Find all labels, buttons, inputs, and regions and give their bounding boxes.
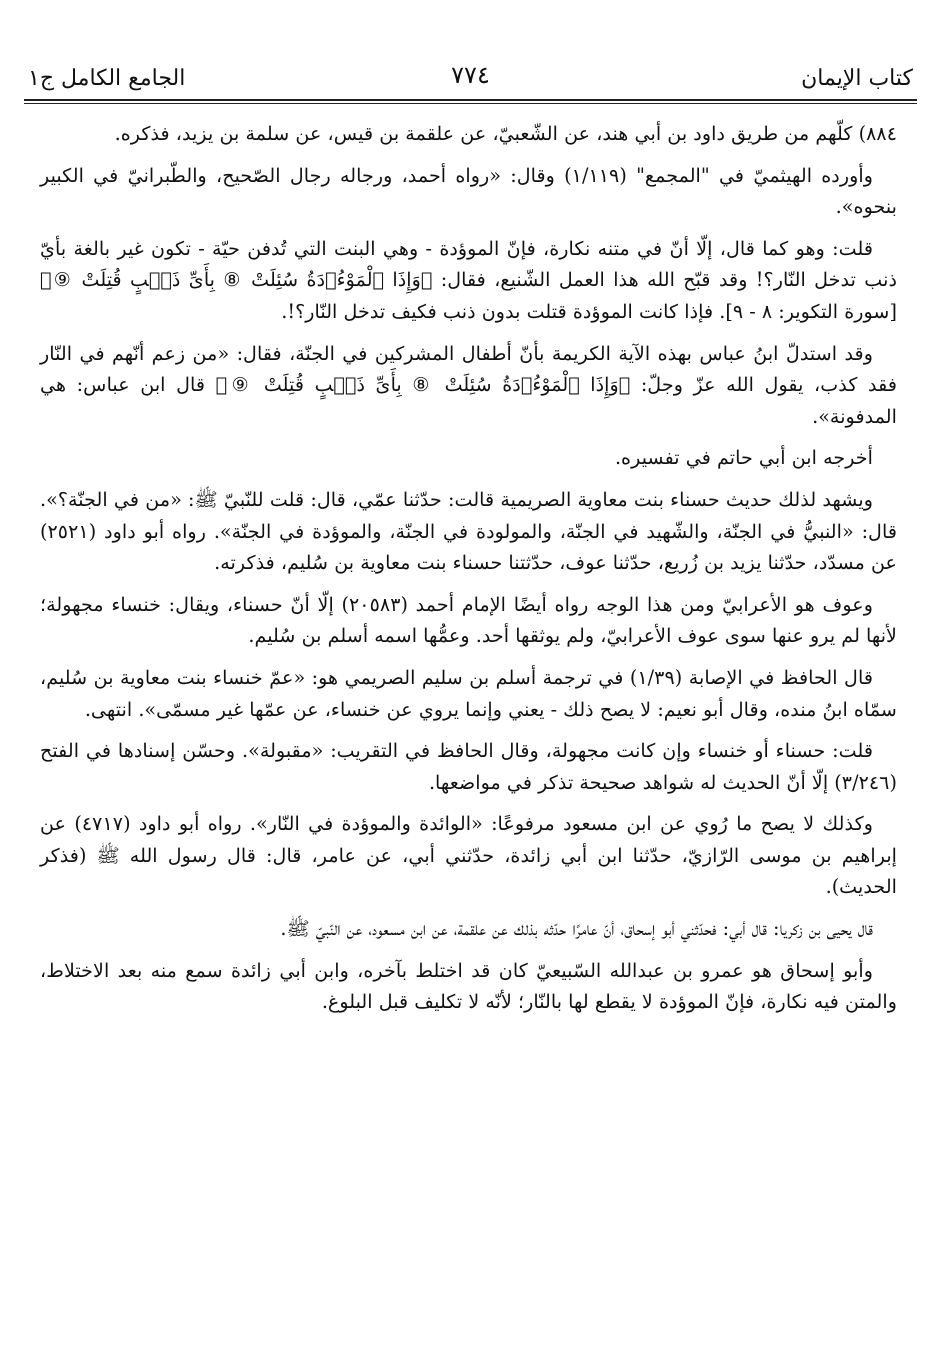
paragraph: ٨٨٤) كلّهم من طريق داود بن أبي هند، عن الشّعبيّ، عن علقمة بن قيس، عن سلمة بن يزيد، فذكره.: [114, 122, 897, 145]
paragraph: أخرجه ابن أبي حاتم في تفسيره.: [614, 446, 873, 470]
paragraph: قال يحيى بن زكريا: قال أبي: فحدّثني أبو إسحاق، أنّ عامرًا حدّثه بذلك عن علقمة، عن ابن مسعود، عن النّبيّ ﷺ.: [280, 917, 873, 941]
paragraph: وأبو إسحاق هو عمرو بن عبدالله السّبيعيّ كان قد اختلط بآخره، وابن أبي زائدة سمع منه بعد الاختلاط، والمتن فيه نكارة، فإنّ الموؤدة لا يقطع لها بالنّار؛ لأنّه لا تكليف قبل البلوغ.: [40, 958, 897, 1014]
paragraph: قلت: وهو كما قال، إلّا أنّ في متنه نكارة، فإنّ الموؤدة - وهي البنت التي تُدفن حيّة - تكون غير بالغة بأيّ ذنب تدخل النّار؟! وقد قبّح الله هذا العمل الشّنيع، فقال: ﴿وَإِذَا ٱلْمَوْءُۥدَةُ سُئِلَتْ ⑧ بِأَىِّ ذَنۢبٍ قُتِلَتْ ⑨﴾ [سورة التكوير: ٨ - ٩]. فإذا كانت الموؤدة قتلت بدون ذنب فكيف تدخل النّار؟!.: [40, 236, 897, 323]
paragraph: وقد استدلّ ابنُ عباس بهذه الآية الكريمة بأنّ أطفال المشركين في الجنّة، فقال: «من زعم أنّهم في النّار فقد كذب، يقول الله عزّ وجلّ: ﴿وَإِذَا ٱلْمَوْءُۥدَةُ سُئِلَتْ ⑧ بِأَىِّ ذَنۢبٍ قُتِلَتْ ⑨﴾ قال ابن عباس: هي المدفونة».: [40, 341, 897, 428]
header-rule: [24, 99, 917, 101]
paragraph: وأورده الهيثميّ في "المجمع" (١/١١٩) وقال: «رواه أحمد، ورجاله رجال الصّحيح، والطّبرانيّ في الكبير بنحوه».: [40, 163, 897, 219]
paragraph: وكذلك لا يصح ما رُوي عن ابن مسعود مرفوعًا: «الوائدة والموؤدة في النّار». رواه أبو داود (٤٧١٧) عن إبراهيم بن موسى الرّازيّ، حدّثنا ابن أبي زائدة، حدّثني أبي، عن عامر، قال: قال رسول الله ﷺ (فذكر الحديث).: [40, 812, 897, 899]
paragraph: قلت: حسناء أو خنساء وإن كانت مجهولة، وقال الحافظ في التقريب: «مقبولة». وحسّن إسنادها في الفتح (٣/٢٤٦) إلّا أنّ الحديث له شواهد صحيحة تذكر في مواضعها.: [40, 739, 897, 794]
page-number: ٧٧٤: [451, 61, 490, 89]
header-rule-thin: [24, 103, 917, 104]
series-title: الجامع الكامل ج١: [28, 66, 186, 91]
book-title: كتاب الإيمان: [801, 66, 913, 91]
paragraph: قال الحافظ في الإصابة (١/٣٩) في ترجمة أسلم بن سليم الصريمي هو: «عمّ خنساء بنت معاوية بن سُليم، سمّاه ابنُ منده، وقال أبو نعيم: لا يصح ذلك - يعني وإنما يروي عن خنساء، عن عمّها غير مسمّى». انتهى.: [40, 665, 897, 721]
paragraph: ويشهد لذلك حديث حسناء بنت معاوية الصريمية قالت: حدّثنا عمّي، قال: قلت للنّبيّ ﷺ: «من في الجنّة؟». قال: «النبيُّ في الجنّة، والشّهيد في الجنّة، والمولودة في الجنّة، والموؤدة في الجنّة». رواه أبو داود (٢٥٢١) عن مسدّد، حدّثنا يزيد بن زُريع، حدّثنا عوف، حدّثتنا حسناء بنت معاوية بن سُليم، فذكرته.: [40, 487, 897, 575]
paragraph: وعوف هو الأعرابيّ ومن هذا الوجه رواه أيضًا الإمام أحمد (٢٠٥٨٣) إلّا أنّ حسناء، ويقال: خنساء مجهولة؛ لأنها لم يرو عنها سوى عوف الأعرابيّ، ولم يوثقها أحد. وعمُّها اسمه أسلم بن سُليم.: [40, 592, 897, 648]
running-header: [28, 48, 913, 98]
page-body: [40, 118, 897, 1028]
